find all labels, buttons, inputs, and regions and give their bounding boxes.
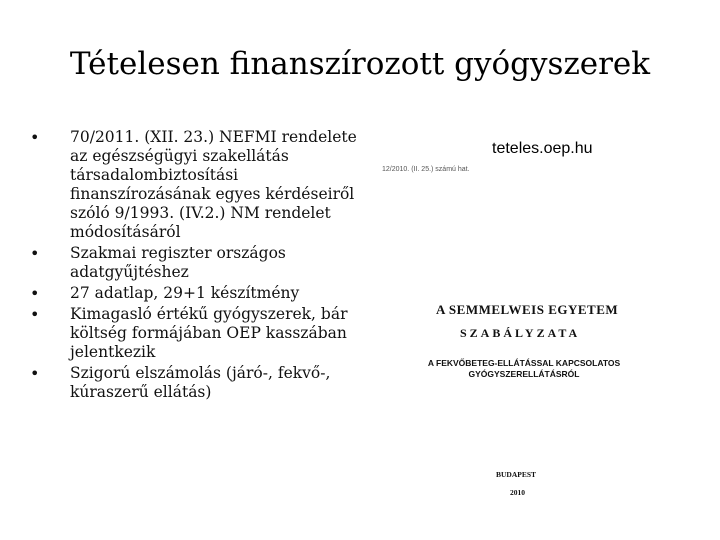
bullet-icon: • bbox=[30, 128, 40, 147]
website-url: teteles.oep.hu bbox=[492, 140, 593, 157]
document-reference: 12/2010. (II. 25.) számú hat. bbox=[382, 166, 470, 173]
bullet-icon: • bbox=[30, 305, 40, 324]
bullet-text: Szakmai regiszter országos adatgyűjtéshez bbox=[70, 244, 286, 281]
bullet-item bbox=[30, 128, 365, 242]
bullet-icon: • bbox=[30, 244, 40, 263]
document-type: SZABÁLYZATA bbox=[460, 326, 581, 340]
document-year: 2010 bbox=[510, 488, 525, 497]
bullet-text: 27 adatlap, 29+1 készítmény bbox=[70, 284, 300, 302]
bullet-item bbox=[30, 364, 365, 402]
bullet-text: Szigorú elszámolás (járó-, fekvő-, kúraszerű ellátás) bbox=[70, 364, 331, 401]
bullet-icon: • bbox=[30, 364, 40, 383]
university-name: A SEMMELWEIS EGYETEM bbox=[436, 302, 619, 317]
bullet-text: Kimagasló értékű gyógyszerek, bár költség formájában OEP kasszában jelentkezik bbox=[70, 305, 348, 361]
bullet-list bbox=[30, 128, 365, 404]
document-city: BUDAPEST bbox=[496, 470, 537, 479]
slide-title: Tételesen finanszírozott gyógyszerek bbox=[69, 46, 651, 82]
bullet-icon: • bbox=[30, 284, 40, 303]
bullet-item bbox=[30, 284, 365, 303]
bullet-text: 70/2011. (XII. 23.) NEFMI rendelete az egészségügyi szakellátás társadalombiztosítási finanszírozásának egyes kérdéseiről szóló 9/1993. (IV.2.) NM rendelet módosításáról bbox=[70, 128, 357, 241]
document-image bbox=[372, 130, 672, 510]
bullet-item bbox=[30, 305, 365, 362]
document-subtitle: A FEKVŐBETEG-ELLÁTÁSSAL KAPCSOLATOS GYÓGYSZERELLÁTÁSRÓL bbox=[427, 358, 621, 379]
bullet-item bbox=[30, 244, 365, 282]
